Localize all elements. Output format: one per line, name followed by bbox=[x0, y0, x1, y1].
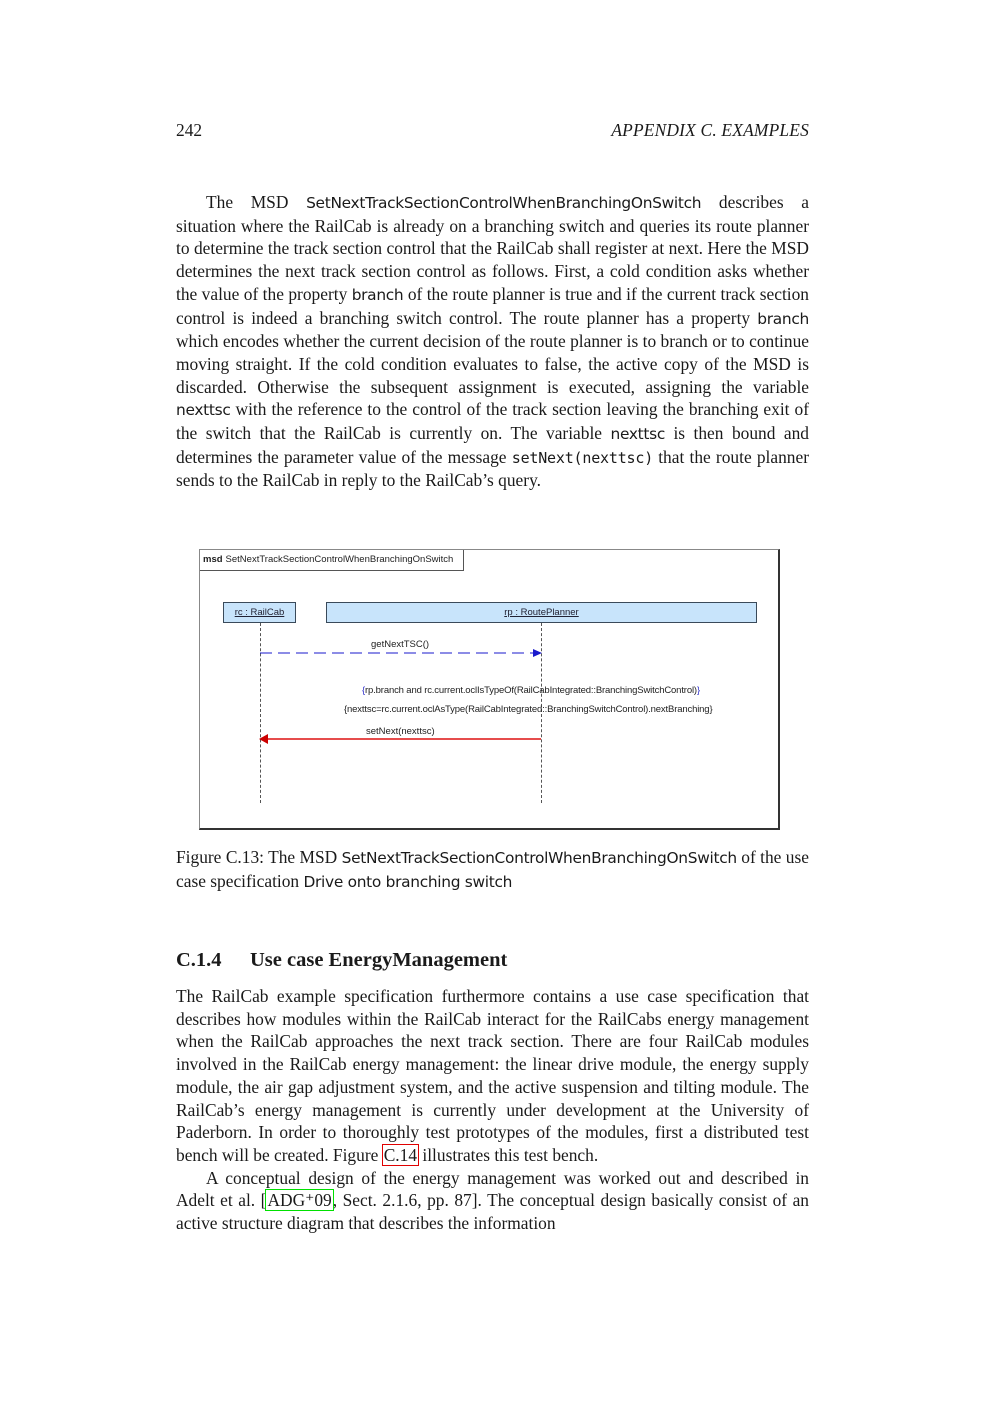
property-branch: branch bbox=[757, 309, 809, 328]
variable-nexttsc: nexttsc bbox=[176, 401, 231, 420]
chapter-title: APPENDIX C. EXAMPLES bbox=[611, 120, 809, 140]
message-arrow-getnexttsc bbox=[260, 648, 545, 658]
page-header bbox=[176, 120, 809, 144]
cold-condition: {rp.branch and rc.current.oclIsTypeOf(RailCabIntegrated::BranchingSwitchControl)} bbox=[362, 685, 700, 696]
section-heading bbox=[176, 949, 507, 972]
body-paragraph-energy-management: The RailCab example specification furthermore contains a use case specification that describes how modules within the RailCab interact for the RailCabs energy management when the RailCab approaches the next track section. There are four RailCab modules involved in the RailCab energy management: the linear drive module, the energy supply module, the air gap adjustment system, and the active suspension and tilting module. The RailCab’s energy management is currently under development at the University of Paderborn. In order to thoroughly test prototypes of the modules, first a distributed test bench will be created. Figure C.14 illustrates this test bench. A conceptual design of the energy management was worked out and described in Adelt et al. [ADG⁺09, Sect. 2.1.6, pp. 87]. The conceptual design basically consist of an active structure diagram that describes the information bbox=[176, 986, 810, 1234]
variable-nexttsc: nexttsc bbox=[610, 425, 665, 444]
figure-caption: Figure C.13: The MSD SetNextTrackSectionControlWhenBranchingOnSwitch of the use case specification Drive onto branching switch bbox=[176, 847, 809, 891]
caption-msd-name: SetNextTrackSectionControlWhenBranchingOnSwitch bbox=[341, 849, 737, 867]
caption-use-case: Drive onto branching switch bbox=[303, 872, 513, 891]
message-arrow-setnext bbox=[258, 733, 544, 745]
message-label-getnexttsc: getNextTSC() bbox=[371, 639, 430, 650]
frame-corner-icon bbox=[650, 550, 670, 572]
lifeline-head-routeplanner: rp : RoutePlanner bbox=[326, 602, 757, 623]
citation-link-adg09[interactable]: ADG⁺09 bbox=[267, 1190, 332, 1211]
section-number: C.1.4 bbox=[176, 949, 222, 971]
property-branch: branch bbox=[351, 285, 404, 304]
lifeline-head-railcab: rc : RailCab bbox=[223, 602, 296, 623]
msd-sequence-diagram bbox=[199, 549, 780, 830]
message-label-setnext: setNext(nexttsc) bbox=[366, 726, 435, 737]
msd-name: SetNextTrackSectionControlWhenBranchingOnSwitch bbox=[306, 194, 702, 212]
diagram-frame-label: msd SetNextTrackSectionControlWhenBranchingOnSwitch bbox=[200, 550, 464, 571]
assignment: {nexttsc=rc.current.oclAsType(RailCabIntegrated::BranchingSwitchControl).nextBranching} bbox=[344, 704, 713, 715]
page-number: 242 bbox=[176, 120, 203, 140]
body-paragraph-msd-description: The MSD SetNextTrackSectionControlWhenBranchingOnSwitch describes a situation where the RailCab is already on a branching switch and queries its route planner to determine the track section control that the RailCab shall register at next. Here the MSD determines the next track section control as follows. First, a cold condition asks whether the value of the property branch of the route planner is true and if the current track section control is indeed a branching switch control. The route planner has a property branch which encodes whether the current decision of the route planner is to branch or to continue moving straight. If the cold condition evaluates to false, the active copy of the MSD is discarded. Otherwise the subsequent assignment is executed, assigning the variable nexttsc with the reference to the control of the track section leaving the branching exit of the switch that the RailCab is currently on. The variable nexttsc is then bound and determines the parameter value of the message setNext(nexttsc) that the route planner sends to the RailCab in reply to the RailCab’s query. bbox=[176, 192, 810, 491]
figure-link-c14[interactable]: C.14 bbox=[383, 1144, 418, 1165]
section-title: Use case EnergyManagement bbox=[250, 949, 508, 971]
message-setnext: setNext(nexttsc) bbox=[511, 448, 654, 467]
